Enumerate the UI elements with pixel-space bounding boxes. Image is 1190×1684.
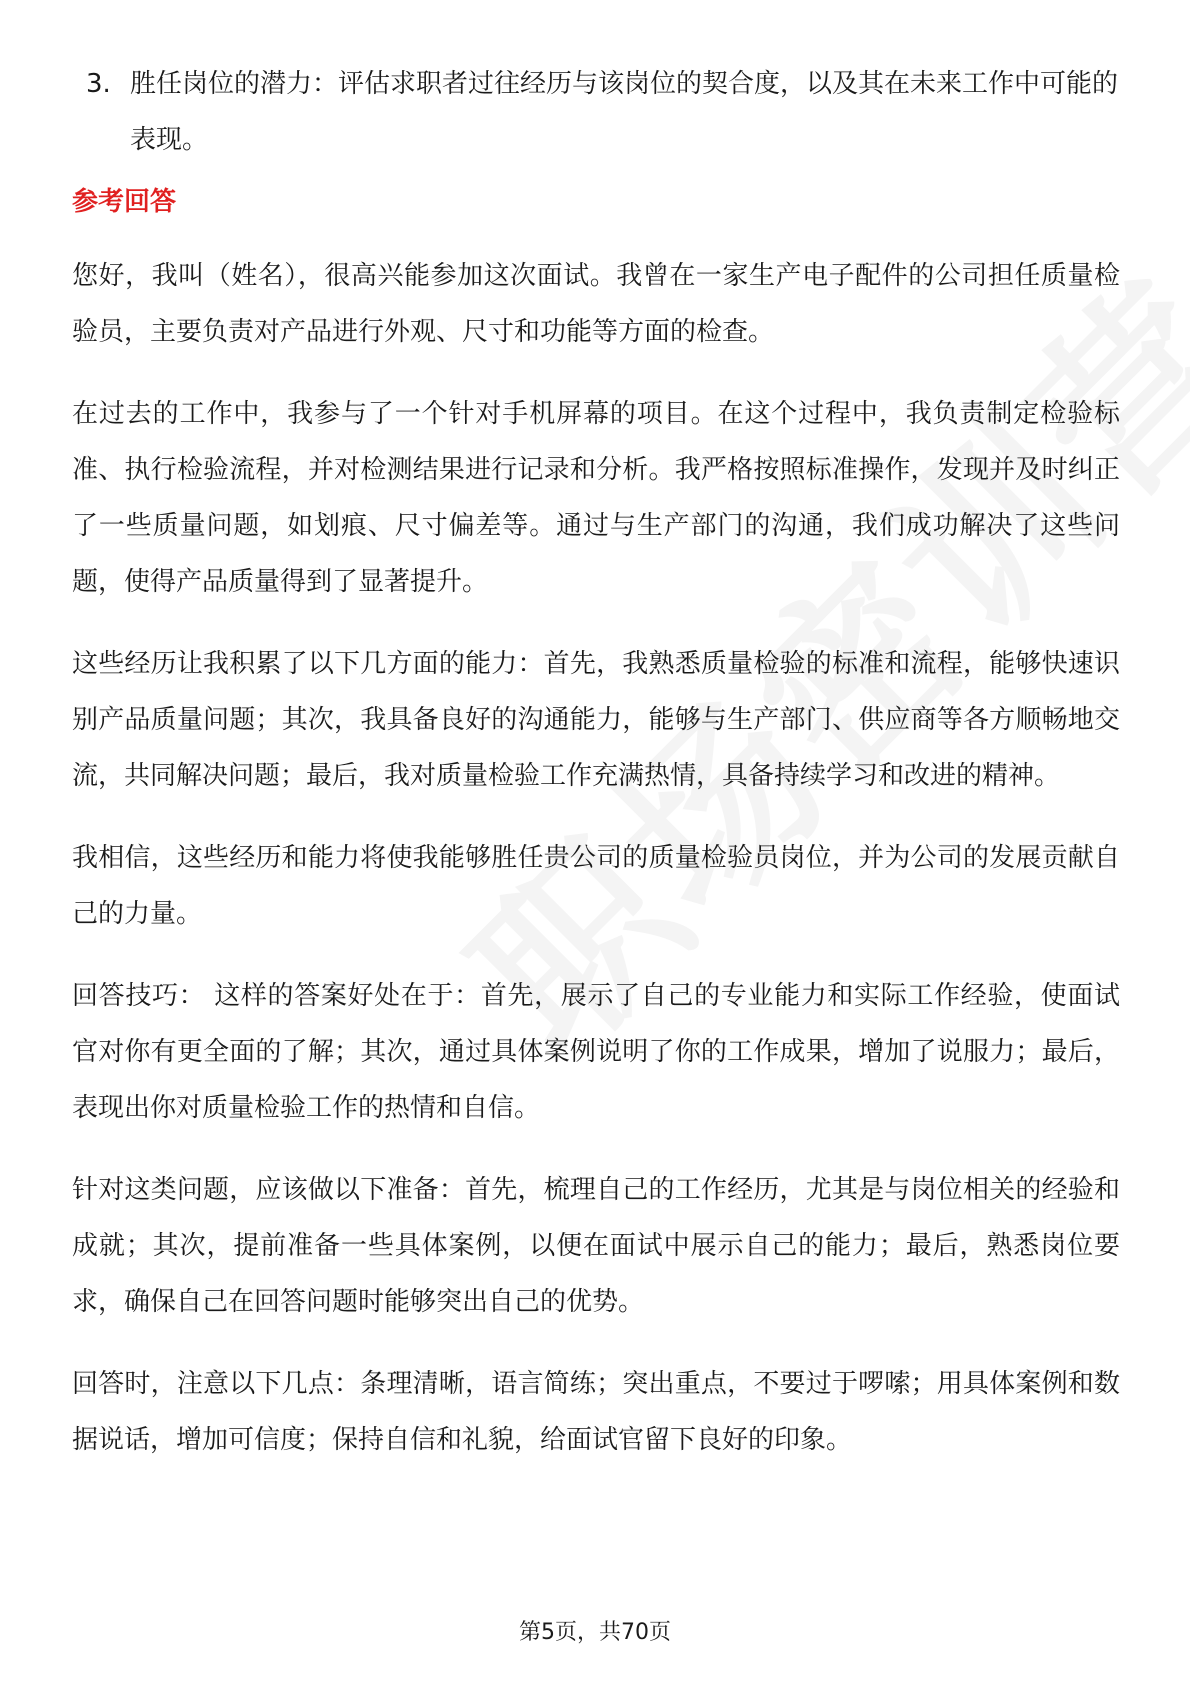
paragraph-abilities: 这些经历让我积累了以下几方面的能力：首先，我熟悉质量检验的标准和流程，能够快速识别产品质量问题；其次，我具备良好的沟通能力，能够与生产部门、供应商等各方顺畅地交流，共同解决问题；最后，我对质量检验工作充满热情，具备持续学习和改进的精神。 bbox=[72, 649, 1120, 791]
list-number-text: 3. bbox=[86, 69, 111, 99]
paragraph-notes: 回答时，注意以下几点：条理清晰，语言简练；突出重点，不要过于啰嗦；用具体案例和数据说话，增加可信度；保持自信和礼貌，给面试官留下良好的印象。 bbox=[72, 1369, 1120, 1455]
paragraph-experience: 在过去的工作中，我参与了一个针对手机屏幕的项目。在这个过程中，我负责制定检验标准、执行检验流程，并对检测结果进行记录和分析。我严格按照标准操作，发现并及时纠正了一些质量问题，如划痕、尺寸偏差等。通过与生产部门的沟通，我们成功解决了这些问题，使得产品质量得到了显著提升。 bbox=[72, 399, 1120, 597]
list-item-text: 评估求职者过往经历与该岗位的契合度，以及其在未来工作中可能的表现。 bbox=[130, 69, 1119, 155]
section-heading: 参考回答 bbox=[72, 187, 177, 217]
list-item-label: 胜任岗位的潜力： bbox=[130, 69, 339, 99]
list-number bbox=[72, 56, 130, 168]
list-item-body bbox=[130, 56, 1120, 168]
paragraph-answer-tips: 回答技巧： 这样的答案好处在于：首先，展示了自己的专业能力和实际工作经验，使面试官对你有更全面的了解；其次，通过具体案例说明了你的工作成果，增加了说服力；最后，表现出你对质量检验工作的热情和自信。 bbox=[72, 981, 1120, 1123]
list-item bbox=[72, 56, 1120, 168]
paragraph-intro: 您好，我叫（姓名），很高兴能参加这次面试。我曾在一家生产电子配件的公司担任质量检验员，主要负责对产品进行外观、尺寸和功能等方面的检查。 bbox=[72, 261, 1120, 347]
document-body bbox=[72, 56, 1120, 1494]
paragraph-preparation: 针对这类问题，应该做以下准备：首先，梳理自己的工作经历，尤其是与岗位相关的经验和成就；其次，提前准备一些具体案例，以便在面试中展示自己的能力；最后，熟悉岗位要求，确保自己在回答问题时能够突出自己的优势。 bbox=[72, 1175, 1120, 1317]
paragraph-conclusion: 我相信，这些经历和能力将使我能够胜任贵公司的质量检验员岗位，并为公司的发展贡献自己的力量。 bbox=[72, 843, 1120, 929]
page-indicator: 第5页，共70页 bbox=[519, 1620, 671, 1645]
